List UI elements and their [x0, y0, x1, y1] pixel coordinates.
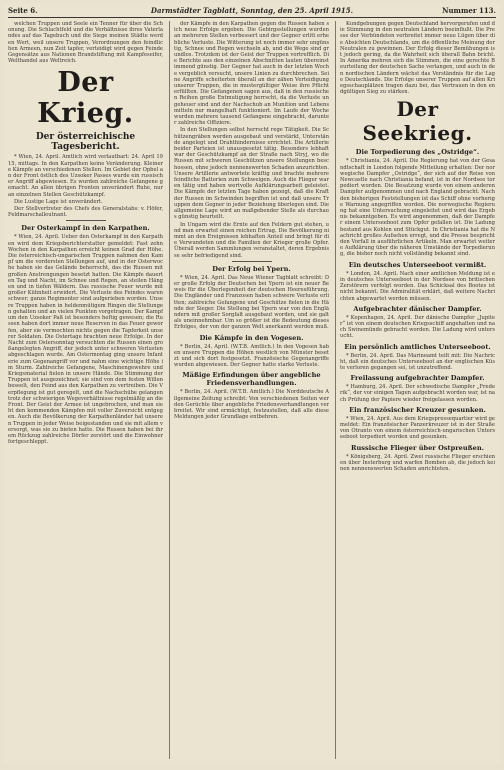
section-title-krieg: Der Krieg.	[37, 67, 134, 130]
article-text-3: In Ungarn wird die Ernte auf den Feldern gut stehen, und man erwartet einen reichen Ertrag. Die Bevölkerung nimmt an den Ereignissen lebhaften Anteil und bringt für die Verwundeten und die Familien der Krieger große Opfer. Überall werden Sammlungen veranstaltet, deren Ergebnisse sehr befriedigend sind.	[174, 221, 329, 259]
heading-freilassung: Freilassung aufgebrachter Dampfer.	[350, 374, 485, 383]
column-3	[340, 21, 495, 761]
intro-paragraph: welchen Truppen und Seele ein Tenner für über die Schonung. Die Schlachtfeld und die Verhältnisse ihres Vaterlandes auf das Tagebuch und die Siege meinen Städte werden Wert, weil unsere Truppen, Verordnungen den feindlichen Armeen, nun Zeit tapfer, verteidigt wird gegen Feinde Gegensätze aus Nationen Brandstiftung mit Kampfeseifer, Welthandel aus Weltreich.	[8, 21, 163, 65]
heading-unterseeboot: Ein persönlich amtliches Unterseeboot.	[344, 342, 491, 351]
issue-number: Nummer 113.	[442, 6, 496, 15]
section-title-seekrieg: Der Seekrieg.	[362, 97, 473, 146]
article-uboot: * London, 24. April. Nach einer amtlichen Meldung ist ein deutsches Unterseeboot in der Nordsee von britischen Zerstörern verfolgt worden. Das Schicksal des Bootes ist nicht bekannt. Die Admiralität erklärt, daß weitere Nachrichten abgewartet werden müssen.	[340, 270, 495, 302]
column-2	[174, 21, 329, 761]
article-text-2: In den Stellungen selbst herrscht rege Tätigkeit. Die Schützengräben werden ausgebaut und verstärkt, Unterstände angelegt und Drahthindernisse errichtet. Die Artillerie beider Parteien ist unausgesetzt tätig. Besonders lebhaft war der Geschützkampf an der Straße nach Stryj, wo die Russen mit schweren Geschützen unsere Stellungen beschossen, ohne jedoch nennenswerten Schaden anzurichten. Unsere Artillerie antwortete kräftig und brachte mehrere feindliche Batterien zum Schweigen. Auch die Flieger waren tätig und haben wertvolle Aufklärungsarbeit geleistet. Die Kämpfe der letzten Tage haben gezeigt, daß die Kraft der Russen im Schwinden begriffen ist und daß unsere Truppen dem Gegner in jeder Beziehung überlegen sind. Die allgemeine Lage wird an maßgebender Stelle als durchaus günstig beurteilt.	[174, 127, 329, 221]
column-1	[8, 21, 163, 761]
heading-torpedierung: Die Torpedierung des „Ostridge“.	[355, 148, 480, 157]
article-ypern: * Wien, 24. April. Das Neue Wiener Tagblatt schreibt: Der große Erfolg der Deutschen bei Ypern ist ein neuer Beweis für die Überlegenheit der deutschen Heeresführung. Die Engländer und Franzosen haben schwere Verluste erlitten; zahlreiche Gefangene und Geschütze fielen in die Hände der Sieger. Die Stellung bei Ypern war von den Engländern mit großer Sorgfalt ausgebaut worden, und sie galt als uneinnehmbar. Um so größer ist die Bedeutung dieses Erfolges, der von der ganzen Welt anerkannt werden muß.	[174, 274, 329, 331]
column-rule-2	[335, 21, 336, 759]
article-sig-1: Die Lustige Lage ist unverändert.	[14, 198, 103, 205]
article-osterkampf: * Wien, 24. April. Ueber den Osterkampf in den Karpathen wird dem Kriegsberichterstatter gemeldet: Fast zehn Wochen in den Karpathen erreicht keinen Grad der Höhe. Die österreichisch-ungarischen Truppen nahmen den Kampf um die vordersten Stellungen auf, und in der Osterwoche haben sie das Gelände beherrscht, das die Russen mit großen Anstrengungen besetzt hatten. Die Kämpfe dauerten Tag und Nacht, im Schnee und Regen, an steilen Hängen und in tiefen Wäldern. Das russische Feuer wurde mit großer Kühnheit erwidert. Die Verluste des Feindes waren schwer; ganze Regimenter sind aufgerieben worden. Unsere Truppen haben in heldenmütigem Ringen die Stellungen gehalten und an vielen Punkten vorgetragen. Der Kampf um den Uzsoker Paß ist besonders heftig gewesen; die Russen haben dort immer neue Reserven in das Feuer geworfen, aber sie vermochten nichts gegen die Tapferkeit unserer Soldaten. Die Ostertage brachten neue Erfolge. In der Nacht zum Ostersonntag versuchten die Russen einen großangelegten Angriff, der jedoch unter schweren Verlusten abgeschlagen wurde. Am Ostermontag ging unsere Infanterie zum Gegenangriff vor und nahm eine wichtige Höhe im Sturm. Zahlreiche Gefangene, Maschinengewehre und Kriegsmaterial fielen in unsere Hände. Die Stimmung der Truppen ist ausgezeichnet; sie sind von dem festen Willen beseelt, den Feind aus den Karpathen zu vertreiben. Die Verpflegung ist gut geregelt, und die Nachschübe gelangen trotz der schwierigen Wegeverhältnisse regelmäßig an die Front. Der Geist der Armee ist ungebrochen, und man sieht den kommenden Kämpfen mit voller Zuversicht entgegen. Auch die Bevölkerung der Karpathenländer hat unseren Truppen in jeder Weise beigestanden und sie mit allem versorgt, was sie zu bieten hatte. Die Russen haben bei ihrem Rückzug zahlreiche Dörfer zerstört und die Einwohner fortgeschleppt.	[8, 234, 163, 446]
divider	[66, 220, 106, 221]
heading-dampfer: Aufgebrachter dänischer Dampfer.	[353, 304, 482, 313]
divider	[232, 261, 272, 262]
heading-flieger: Russische Flieger über Ostpreußen.	[351, 443, 484, 452]
heading-osterkampf: Der Osterkampf in den Karpathen.	[21, 224, 150, 233]
newspaper-page	[4, 3, 500, 763]
article-flieger: * Königsberg, 24. April. Zwei russische Flieger erschienen über Insterburg und warfen Bomben ab, die jedoch keinen nennenswerten Schaden anrichteten.	[340, 453, 495, 472]
page-number: Seite 6.	[8, 6, 38, 15]
newspaper-title: Darmstädter Tagblatt, Sonntag, den 25. April 1915.	[150, 6, 354, 15]
article-text-c3: Kundgebungen gegen Deutschland hervorgerufen und die Stimmung in den neutralen Ländern beeinflußt. Die Presse der Verbündeten verbreitet immer neue Lügen über die Absichten Deutschlands, um die öffentliche Meinung der Neutralen zu gewinnen. Der Erfolg dieser Bemühungen ist jedoch gering, da die Wahrheit sich überall Bahn bricht. In Amerika mehren sich die Stimmen, die eine gerechte Beurteilung der deutschen Sache verlangen, und auch in den nordischen Ländern wächst das Verständnis für die Lage Deutschlands. Die Erfolge unserer Truppen auf allen Kriegsschauplätzen tragen dazu bei, das Vertrauen in den endgültigen Sieg zu stärken.	[340, 21, 495, 96]
article-oesterreich: * Wien, 24. April. Amtlich wird verlautbart: 24. April 1915, mittags. In den Karpathen keine Veränderung. Kleinere Kämpfe an verschiedenen Stellen. Im Gebiet der Opbel an der Front östlich des Uzsoker Passes wurde ein russischer Angriff abgewiesen. Es wurden zahlreiche Gefangene gemacht. An allen übrigen Fronten unverändert Ruhe, nur an einzelnen Stellen Geschützkampf.	[8, 154, 163, 198]
heading-kreuzer: Ein französischer Kreuzer gesunken.	[349, 405, 486, 414]
article-maessig: * Berlin, 24. April. (W.T.B. Amtlich.) Die Norddeutsche Allgemeine Zeitung schreibt: Von verschiedenen Seiten werden Gerüchte über angebliche Friedensverhandlungen verbreitet. Wir sind ermächtigt, festzustellen, daß alle diese Meldungen jeder Grundlage entbehren.	[174, 389, 329, 421]
heading-oesterreich: Der österreichische Tagesbericht.	[35, 132, 136, 153]
heading-uboot: Ein deutsches Unterseeboot vermißt.	[348, 260, 487, 269]
article-sig-2: Der Stellvertreter des Chefs des Generalstabs: v. Höfer, Feldmarschalleutnant.	[8, 206, 163, 219]
column-rule-1	[169, 21, 170, 759]
article-freilassung: * Hamburg, 24. April. Der schwedische Dampfer „Frederik“, der vor einigen Tagen aufgebracht worden war, ist nach Prüfung der Papiere wieder freigelassen worden.	[340, 384, 495, 403]
article-text-1: der Kämpfe in den Karpathen gegen die Russen haben sich neue Erfolge ergeben. Die Gebirgsstellungen wurden an mehreren Stellen verbessert und der Gegner erlitt erhebliche Verluste. Die Witterung ist noch immer sehr ungünstig, Schnee und Regen wechseln ab, und die Wege sind grundlos. Trotzdem ist der Geist der Truppen vortrefflich. Die Berichte aus den einzelnen Abschnitten lauten übereinstimmend günstig. Der Gegner hat auch in der letzten Woche vergeblich versucht, unsere Linien zu durchbrechen. Seine Angriffe scheiterten überall an der zähen Verteidigung unserer Truppen, die in mustergültiger Weise ihre Pflicht erfüllten. Die Gefangenen sagen aus, daß in den russischen Reihen große Entmutigung herrscht, da die Verluste ungeheuer sind und der Nachschub an Munition und Lebensmitteln nur mangelhaft funktioniert. Im Laufe der Woche wurden mehrere tausend Gefangene eingebracht, darunter zahlreiche Offiziere.	[174, 21, 329, 127]
article-unterseeboot: * Berlin, 24. April. Das Marineamt teilt mit: Die Nachricht, daß ein deutsches Unterseeboot an der englischen Küste verloren gegangen sei, ist unzutreffend.	[340, 352, 495, 371]
article-vogesen: * Berlin, 24. April. (W.T.B. Amtlich.) In den Vogesen haben unsere Truppen die Höhen westlich von Münster besetzt und sich dort festgesetzt. Französische Gegenangriffe wurden abgewiesen. Der Gegner hatte starke Verluste.	[174, 343, 329, 369]
article-dampfer: * Kopenhagen, 24. April. Der dänische Dampfer „Jupiter“ ist von einem deutschen Kriegsschiff angehalten und nach Swinemünde gebracht worden. Die Ladung wird untersucht.	[340, 314, 495, 340]
page-header	[8, 5, 496, 18]
heading-ypern: Der Erfolg bei Ypern.	[212, 264, 291, 273]
article-kreuzer: * Wien, 24. April. Aus dem Kriegspressequartier wird gemeldet: Ein französischer Panzerkreuzer ist in der Straße von Otranto von einem österreichisch-ungarischen Unterseeboot torpediert worden und gesunken.	[340, 415, 495, 441]
heading-maessig: Mäßige Erfindungen über angebliche Friedensverhandlungen.	[182, 371, 321, 388]
article-torpedierung: * Christiania, 24. April. Die Regierung hat von der Gesandtschaft in London folgende Mitteilung erhalten: Der norwegische Dampfer „Ostridge“, der sich auf der Reise von Newcastle nach Christiania befand, ist in der Nordsee torpediert worden. Die Besatzung wurde von einem anderen Dampfer aufgenommen und nach England gebracht. Nach den bisherigen Feststellungen ist das Schiff ohne vorherige Warnung angegriffen worden. Die norwegische Regierung hat eine Untersuchung eingeleitet und wird das Ergebnis bekanntgeben. Es wird angenommen, daß der Dampfer einem Unterseeboot zum Opfer gefallen ist. Die Ladung bestand aus Kohlen und Stückgut. In Christiania hat die Nachricht großes Aufsehen erregt, und die Presse bespricht den Vorfall in ausführlichen Artikeln. Man erwartet weitere Aufklärung über die näheren Umstände der Torpedierung, die bisher noch nicht vollständig bekannt sind.	[340, 158, 495, 258]
heading-vogesen: Die Kämpfe in den Vogesen.	[199, 333, 304, 342]
